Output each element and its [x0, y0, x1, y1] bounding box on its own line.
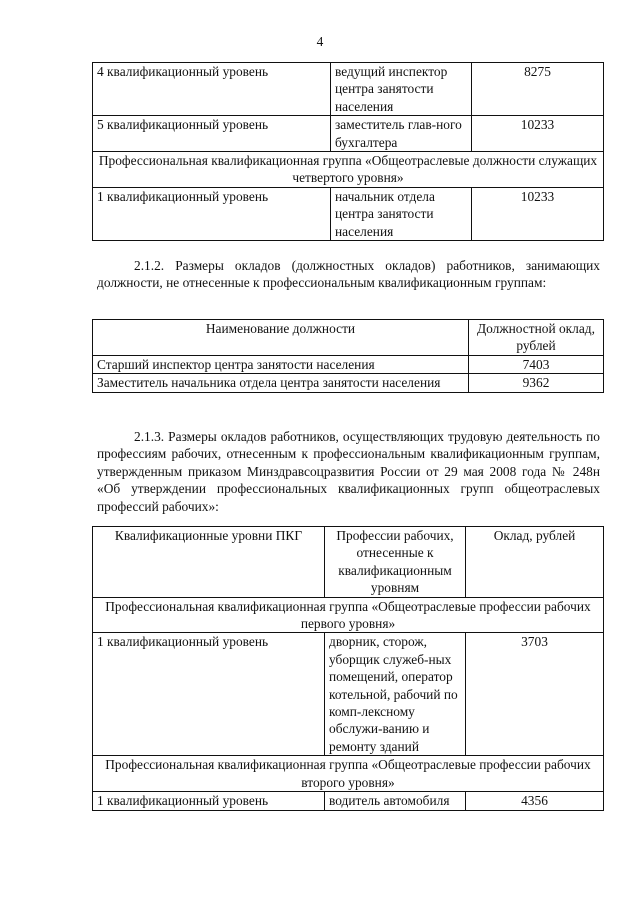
group-heading: Профессиональная квалификационная группа «Общеотраслевые профессии рабочих второго уровня» — [93, 756, 604, 792]
level-cell: 1 квалификационный уровень — [93, 792, 325, 810]
group-row — [93, 597, 604, 633]
table-header-row — [93, 320, 604, 356]
paragraph-2-1-2: 2.1.2. Размеры окладов (должностных окладов) работников, занимающих должности, не отнесенные к профессиональным квалификационным группам: — [97, 258, 600, 291]
table-row — [93, 355, 604, 373]
group-heading: Профессиональная квалификационная группа «Общеотраслевые профессии рабочих первого уровня» — [93, 597, 604, 633]
group-row — [93, 152, 604, 188]
salary-cell: 8275 — [472, 63, 604, 116]
table-row — [93, 187, 604, 240]
salary-cell: 4356 — [466, 792, 604, 810]
group-heading: Профессиональная квалификационная группа «Общеотраслевые должности служащих четвертого уровня» — [93, 152, 604, 188]
level-cell: 1 квалификационный уровень — [93, 633, 325, 756]
professions-header: Профессии рабочих, отнесенные к квалификационным уровням — [325, 527, 466, 598]
salary-table-qualification-levels — [92, 62, 604, 241]
position-cell: ведущий инспектор центра занятости населения — [331, 63, 472, 116]
salary-table-worker-professions — [92, 526, 604, 811]
salary-table-positions — [92, 319, 604, 393]
qualification-levels-header: Квалификационные уровни ПКГ — [93, 527, 325, 598]
page-number: 4 — [316, 34, 324, 49]
position-name-cell: Старший инспектор центра занятости населения — [93, 355, 469, 373]
position-cell: начальник отдела центра занятости населения — [331, 187, 472, 240]
position-cell: заместитель глав-ного бухгалтера — [331, 116, 472, 152]
position-name-cell: Заместитель начальника отдела центра занятости населения — [93, 374, 469, 392]
position-name-header: Наименование должности — [93, 320, 469, 356]
paragraph-2-1-3: 2.1.3. Размеры окладов работников, осуществляющих трудовую деятельность по профессиям рабочих, отнесенным к профессиональным квалификационным группам, утвержденным приказом Минздравсоцразвития России от 29 мая 2008 года № 248н «Об утверждении профессиональных квалификационных групп общеотраслевых профессий рабочих»: — [97, 429, 600, 514]
table-row — [93, 792, 604, 810]
table-header-row — [93, 527, 604, 598]
salary-cell: 3703 — [466, 633, 604, 756]
salary-cell: 10233 — [472, 116, 604, 152]
profession-cell: водитель автомобиля — [325, 792, 466, 810]
salary-cell: 9362 — [469, 374, 604, 392]
salary-header: Оклад, рублей — [466, 527, 604, 598]
level-cell: 4 квалификационный уровень — [93, 63, 331, 116]
group-row — [93, 756, 604, 792]
salary-cell: 10233 — [472, 187, 604, 240]
salary-header: Должностной оклад, рублей — [469, 320, 604, 356]
level-cell: 5 квалификационный уровень — [93, 116, 331, 152]
table-row — [93, 116, 604, 152]
level-cell: 1 квалификационный уровень — [93, 187, 331, 240]
salary-cell: 7403 — [469, 355, 604, 373]
table-row — [93, 633, 604, 756]
profession-cell: дворник, сторож, уборщик служеб-ных помещений, оператор котельной, рабочий по комп-лексному обслужи-ванию и ремонту зданий — [325, 633, 466, 756]
table-row — [93, 374, 604, 392]
table-row — [93, 63, 604, 116]
